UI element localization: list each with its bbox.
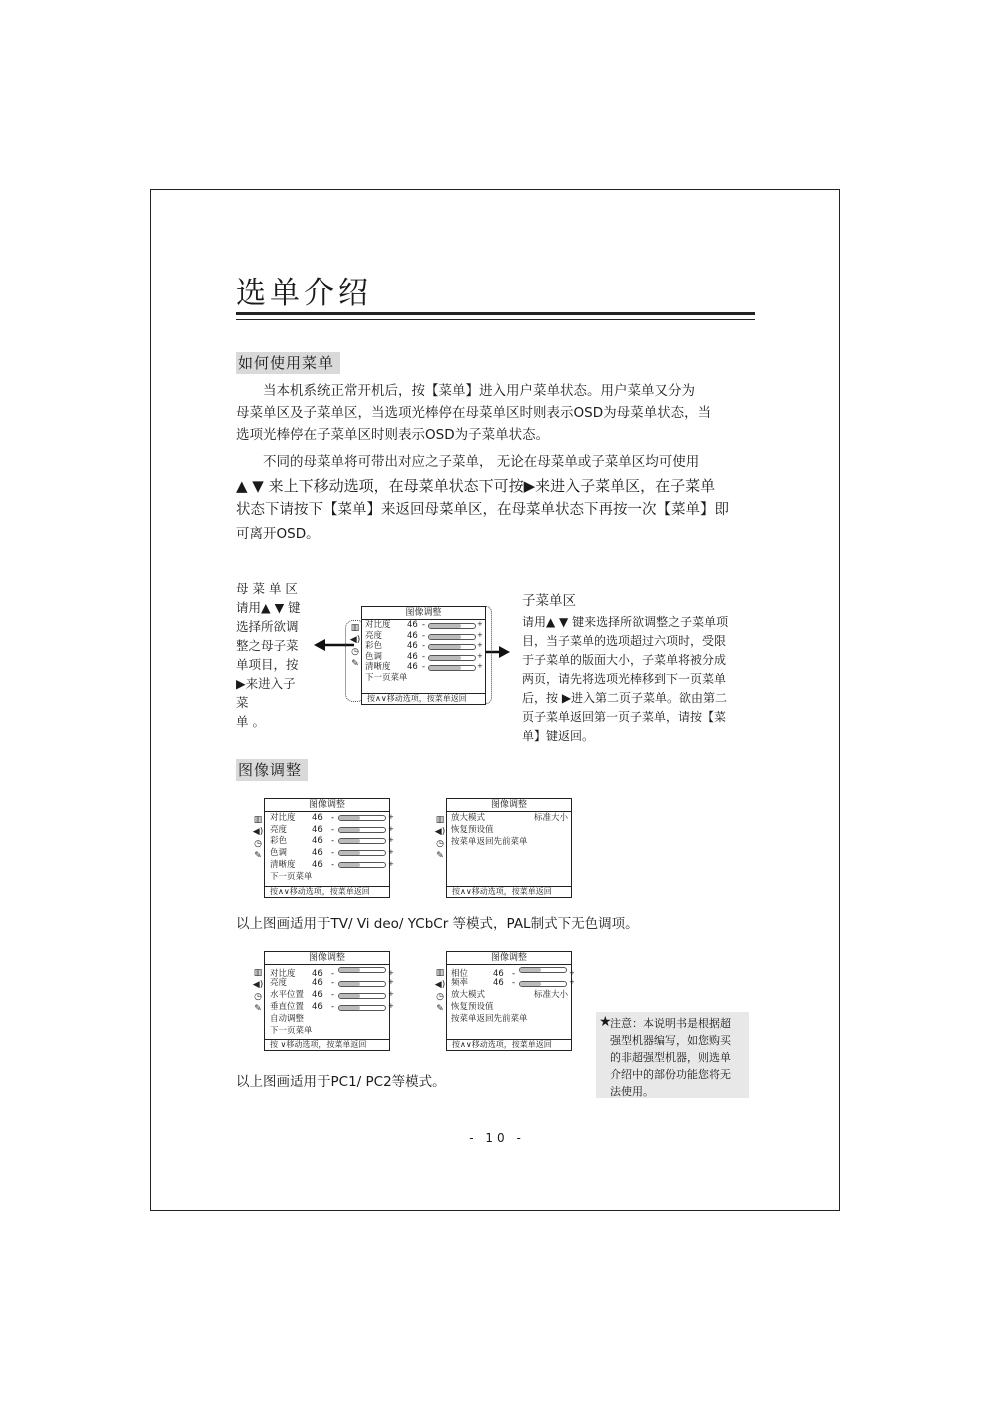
osd-rows (265, 812, 394, 882)
tool-icon: ✎ (254, 1004, 262, 1014)
minus-icon: - (331, 1002, 335, 1012)
p1-line-2: 母菜单区及子菜单区，当选项光棒停在母菜单区时则表示OSD为母菜单状态，当 (236, 405, 712, 421)
minus-icon: - (331, 860, 335, 870)
intro-paragraph-1 (236, 380, 758, 446)
plus-icon: + (388, 825, 394, 833)
level-fill (339, 839, 360, 843)
speaker-icon: ◀) (349, 635, 361, 645)
row-value: 46 (407, 651, 418, 662)
plus-icon: + (477, 620, 483, 628)
level-fill (429, 666, 461, 670)
tool-icon: ✎ (436, 851, 444, 861)
plus-icon: + (569, 969, 575, 977)
osd-row-zoom-mode (451, 812, 571, 824)
row-label: 亮度 (270, 978, 288, 988)
osd-row-reset: 恢复预设值 (451, 825, 494, 835)
level-fill (429, 635, 461, 639)
level-bar (338, 838, 386, 844)
osd-row-reset: 恢复预设值 (451, 1002, 494, 1012)
page-title: 选单介绍 (236, 276, 372, 311)
row-label: 放大模式 (451, 990, 486, 1000)
row-value: 46 (407, 641, 418, 651)
row-value: 46 (407, 620, 418, 630)
plus-icon: + (477, 651, 483, 660)
osd-row-contrast (365, 620, 485, 631)
row-label: 彩色 (270, 836, 288, 846)
osd-title: 图像调整 (447, 799, 571, 812)
minus-icon: - (422, 641, 426, 651)
minus-icon: - (422, 662, 426, 672)
row-label: 亮度 (270, 825, 288, 835)
section-heading-picture-adjust: 图像调整 (236, 759, 308, 781)
clock-icon: ◷ (436, 992, 444, 1002)
level-bar (428, 644, 476, 650)
p2-line-2: ▲ ▼ 来上下移动选项，在母菜单状态下可按▶来进入子菜单区，在子菜单 (236, 477, 716, 495)
clock-icon: ◷ (351, 647, 359, 657)
osd-row-sharpness (365, 662, 485, 673)
row-value: 46 (312, 825, 323, 835)
note-line: 注意：本说明书是根据超 (610, 1017, 731, 1030)
right-note-line: 页子菜单返回第一页子菜单，请按【菜 (522, 710, 727, 724)
level-fill (520, 982, 541, 986)
level-bar (338, 993, 386, 999)
osd-main-icon-column (349, 622, 361, 670)
row-label: 对比度 (365, 620, 391, 630)
level-bar (428, 623, 476, 629)
note-box (596, 1012, 749, 1098)
level-fill (429, 624, 461, 628)
plus-icon: + (569, 978, 575, 986)
p2-line-1: 不同的母菜单将可带出对应之子菜单， 无论在母菜单或子菜单区均可使用 (263, 454, 700, 470)
plus-icon: + (388, 813, 394, 821)
p2-line-4: 可离开OSD。 (236, 526, 320, 542)
minus-icon: - (422, 651, 426, 662)
picture-icon: ▥ (253, 815, 263, 825)
p1-line-1: 当本机系统正常开机后，按【菜单】进入用户菜单状态。用户菜单又分为 (263, 383, 695, 399)
intro-paragraph-2 (236, 450, 758, 546)
osd-next-page: 下一页菜单 (270, 872, 313, 882)
level-bar (428, 634, 476, 640)
osd-row (270, 835, 394, 847)
speaker-icon: ◀) (252, 827, 264, 837)
minus-icon: - (422, 630, 426, 641)
osd-row-auto-adjust: 自动调整 (270, 1014, 305, 1024)
page-number: - 10 - (469, 1131, 525, 1145)
osd-a-icon-column (252, 814, 264, 862)
row-value: 46 (312, 848, 323, 858)
level-fill (339, 994, 360, 998)
osd-footer: 按∧∨移动选项，按菜单返回 (447, 886, 571, 897)
osd-footer: 按 ∨移动选项，按菜单返回 (265, 1039, 389, 1050)
osd-rows (362, 620, 485, 683)
plus-icon: + (477, 641, 483, 649)
row-value: 46 (312, 813, 323, 823)
picture-icon: ▥ (350, 623, 360, 633)
osd-footer: 按∧∨移动选项，按菜单返回 (362, 693, 485, 704)
right-note-line: 单】键返回。 (522, 729, 595, 743)
osd-a-menu (264, 798, 394, 898)
level-fill (339, 1006, 360, 1010)
row-value: 46 (493, 969, 504, 979)
left-note-line: 请用▲ ▼ 键 (236, 600, 301, 615)
speaker-icon: ◀) (434, 827, 446, 837)
plus-icon: + (477, 662, 483, 670)
osd-c-menu (264, 951, 394, 1051)
picture-icon: ▥ (435, 968, 445, 978)
osd-main-menu (361, 606, 486, 705)
row-label: 清晰度 (270, 860, 296, 870)
left-note-line: 整之母子菜 (236, 638, 299, 653)
plus-icon: + (388, 860, 394, 868)
level-fill (339, 863, 360, 867)
osd-row (270, 847, 394, 859)
caption-pc-mode: 以上图画适用于PC1/ PC2等模式。 (236, 1074, 446, 1090)
row-label: 频率 (451, 978, 469, 988)
section-heading-how-to-use: 如何使用菜单 (236, 352, 340, 374)
osd-row-back: 按菜单返回先前菜单 (451, 837, 528, 847)
row-label: 清晰度 (365, 662, 391, 672)
plus-icon: + (388, 836, 394, 844)
level-fill (339, 851, 360, 855)
osd-row-zoom-mode (451, 990, 571, 1002)
minus-icon: - (331, 813, 335, 823)
left-note-line: 母 菜 单 区 (236, 581, 298, 596)
row-label: 彩色 (365, 641, 383, 651)
plus-icon: + (388, 969, 394, 977)
right-note-line: 请用▲ ▼ 键来选择所欲调整之子菜单项 (522, 615, 729, 629)
p1-line-3: 选项光棒停在子菜单区时则表示OSD为子菜单状态。 (236, 427, 550, 443)
note-line: 法使用。 (610, 1085, 654, 1098)
minus-icon: - (331, 990, 335, 1000)
left-note-line: 单 。 (236, 714, 265, 729)
osd-row (270, 990, 394, 1002)
level-fill (339, 828, 360, 832)
osd-b-icon-column (434, 814, 446, 862)
tool-icon: ✎ (254, 851, 262, 861)
row-label: 相位 (451, 969, 469, 979)
osd-footer: 按∧∨移动选项，按菜单返回 (447, 1039, 571, 1050)
osd-row-back: 按菜单返回先前菜单 (451, 1014, 528, 1024)
osd-row (270, 824, 394, 835)
left-note-line: 单项目，按 (236, 657, 299, 672)
row-value: 46 (407, 662, 418, 672)
clock-icon: ◷ (254, 992, 262, 1002)
osd-d-icon-column (434, 967, 446, 1015)
picture-icon: ▥ (435, 815, 445, 825)
osd-rows (447, 965, 575, 1026)
minus-icon: - (512, 978, 516, 988)
row-label: 色调 (270, 848, 288, 858)
row-option: 标准大小 (533, 813, 568, 823)
level-bar (338, 1005, 386, 1011)
row-label: 色调 (365, 651, 383, 662)
osd-row (270, 978, 394, 990)
row-value: 46 (493, 978, 504, 988)
osd-title: 图像调整 (447, 952, 571, 965)
tool-icon: ✎ (351, 659, 359, 669)
row-value: 46 (312, 978, 323, 988)
level-bar (338, 862, 386, 868)
osd-d-menu (446, 951, 575, 1051)
minus-icon: - (331, 969, 335, 979)
osd-title: 图像调整 (265, 952, 389, 965)
parent-menu-note (236, 579, 304, 731)
osd-row-brightness (365, 631, 485, 642)
row-option: 标准大小 (533, 990, 568, 1000)
minus-icon: - (512, 969, 516, 979)
osd-row (270, 859, 394, 871)
left-note-line: 选择所欲调 (236, 619, 299, 634)
row-label: 垂直位置 (270, 1002, 305, 1012)
osd-b-menu (446, 798, 572, 898)
plus-icon: + (388, 978, 394, 986)
caption-tv-mode: 以上图画适用于TV/ Vi deo/ YCbCr 等模式，PAL制式下无色调项。 (236, 916, 639, 932)
note-line: 介绍中的部份功能您将无 (610, 1068, 731, 1081)
osd-next-page: 下一页菜单 (270, 1026, 313, 1036)
osd-c-icon-column (252, 967, 264, 1015)
title-double-rule (236, 312, 755, 320)
right-note-line: 后，按 ▶进入第二页子菜单。欲由第二 (522, 691, 728, 705)
row-label: 对比度 (270, 813, 296, 823)
plus-icon: + (388, 1002, 394, 1010)
osd-row-tint (365, 652, 485, 663)
row-label: 放大模式 (451, 813, 486, 823)
note-line: 的非超强型机器，则选单 (610, 1051, 731, 1064)
level-bar (519, 981, 567, 987)
left-note-line: ▶来进入子菜 (236, 676, 296, 710)
sub-menu-note-heading: 子菜单区 (522, 593, 576, 609)
row-value: 46 (407, 630, 418, 641)
level-bar (338, 967, 386, 973)
osd-next-page: 下一页菜单 (365, 672, 408, 683)
level-bar (338, 815, 386, 821)
osd-row (270, 1002, 394, 1014)
level-bar (428, 665, 476, 671)
osd-title: 图像调整 (265, 799, 389, 812)
row-value: 46 (312, 969, 323, 979)
osd-title: 图像调整 (362, 607, 485, 620)
speaker-icon: ◀) (252, 980, 264, 990)
minus-icon: - (331, 978, 335, 988)
level-fill (339, 982, 360, 986)
level-bar (519, 967, 567, 973)
clock-icon: ◷ (436, 839, 444, 849)
level-fill (520, 968, 541, 972)
tool-icon: ✎ (436, 1004, 444, 1014)
level-bar (338, 981, 386, 987)
level-fill (339, 816, 360, 820)
speaker-icon: ◀) (434, 980, 446, 990)
plus-icon: + (477, 630, 483, 639)
level-fill (429, 645, 461, 649)
picture-icon: ▥ (253, 968, 263, 978)
level-bar (338, 827, 386, 833)
clock-icon: ◷ (254, 839, 262, 849)
sub-menu-note (522, 592, 752, 746)
star-icon: ★ (599, 1014, 612, 1030)
minus-icon: - (331, 848, 335, 858)
row-label: 对比度 (270, 969, 296, 979)
osd-footer: 按∧∨移动选项，按菜单返回 (265, 886, 389, 897)
minus-icon: - (331, 825, 335, 835)
osd-row (270, 969, 394, 979)
osd-row (270, 812, 394, 824)
osd-row-phase (451, 969, 575, 979)
row-label: 水平位置 (270, 990, 305, 1000)
level-bar (428, 655, 476, 661)
osd-row-color (365, 641, 485, 652)
plus-icon: + (388, 990, 394, 998)
right-note-line: 目，当子菜单的选项超过六项时，受限 (522, 634, 727, 648)
osd-rows (265, 965, 394, 1037)
plus-icon: + (388, 848, 394, 856)
row-value: 46 (312, 836, 323, 846)
note-line: 强型机器编写，如您购买 (610, 1034, 731, 1047)
row-value: 46 (312, 1002, 323, 1012)
right-note-line: 于子菜单的版面大小，子菜单将被分成 (522, 653, 727, 667)
row-label: 亮度 (365, 630, 383, 641)
level-fill (429, 656, 461, 660)
level-fill (339, 968, 360, 972)
minus-icon: - (331, 836, 335, 846)
osd-rows (447, 812, 571, 848)
right-note-line: 两页，请先将选项光棒移到下一页菜单 (522, 672, 727, 686)
level-bar (338, 850, 386, 856)
p2-line-3: 状态下请按下【菜单】来返回母菜单区，在母菜单状态下再按一次【菜单】即 (236, 502, 729, 518)
minus-icon: - (422, 620, 426, 630)
osd-row-frequency (451, 978, 575, 990)
row-value: 46 (312, 860, 323, 870)
row-value: 46 (312, 990, 323, 1000)
